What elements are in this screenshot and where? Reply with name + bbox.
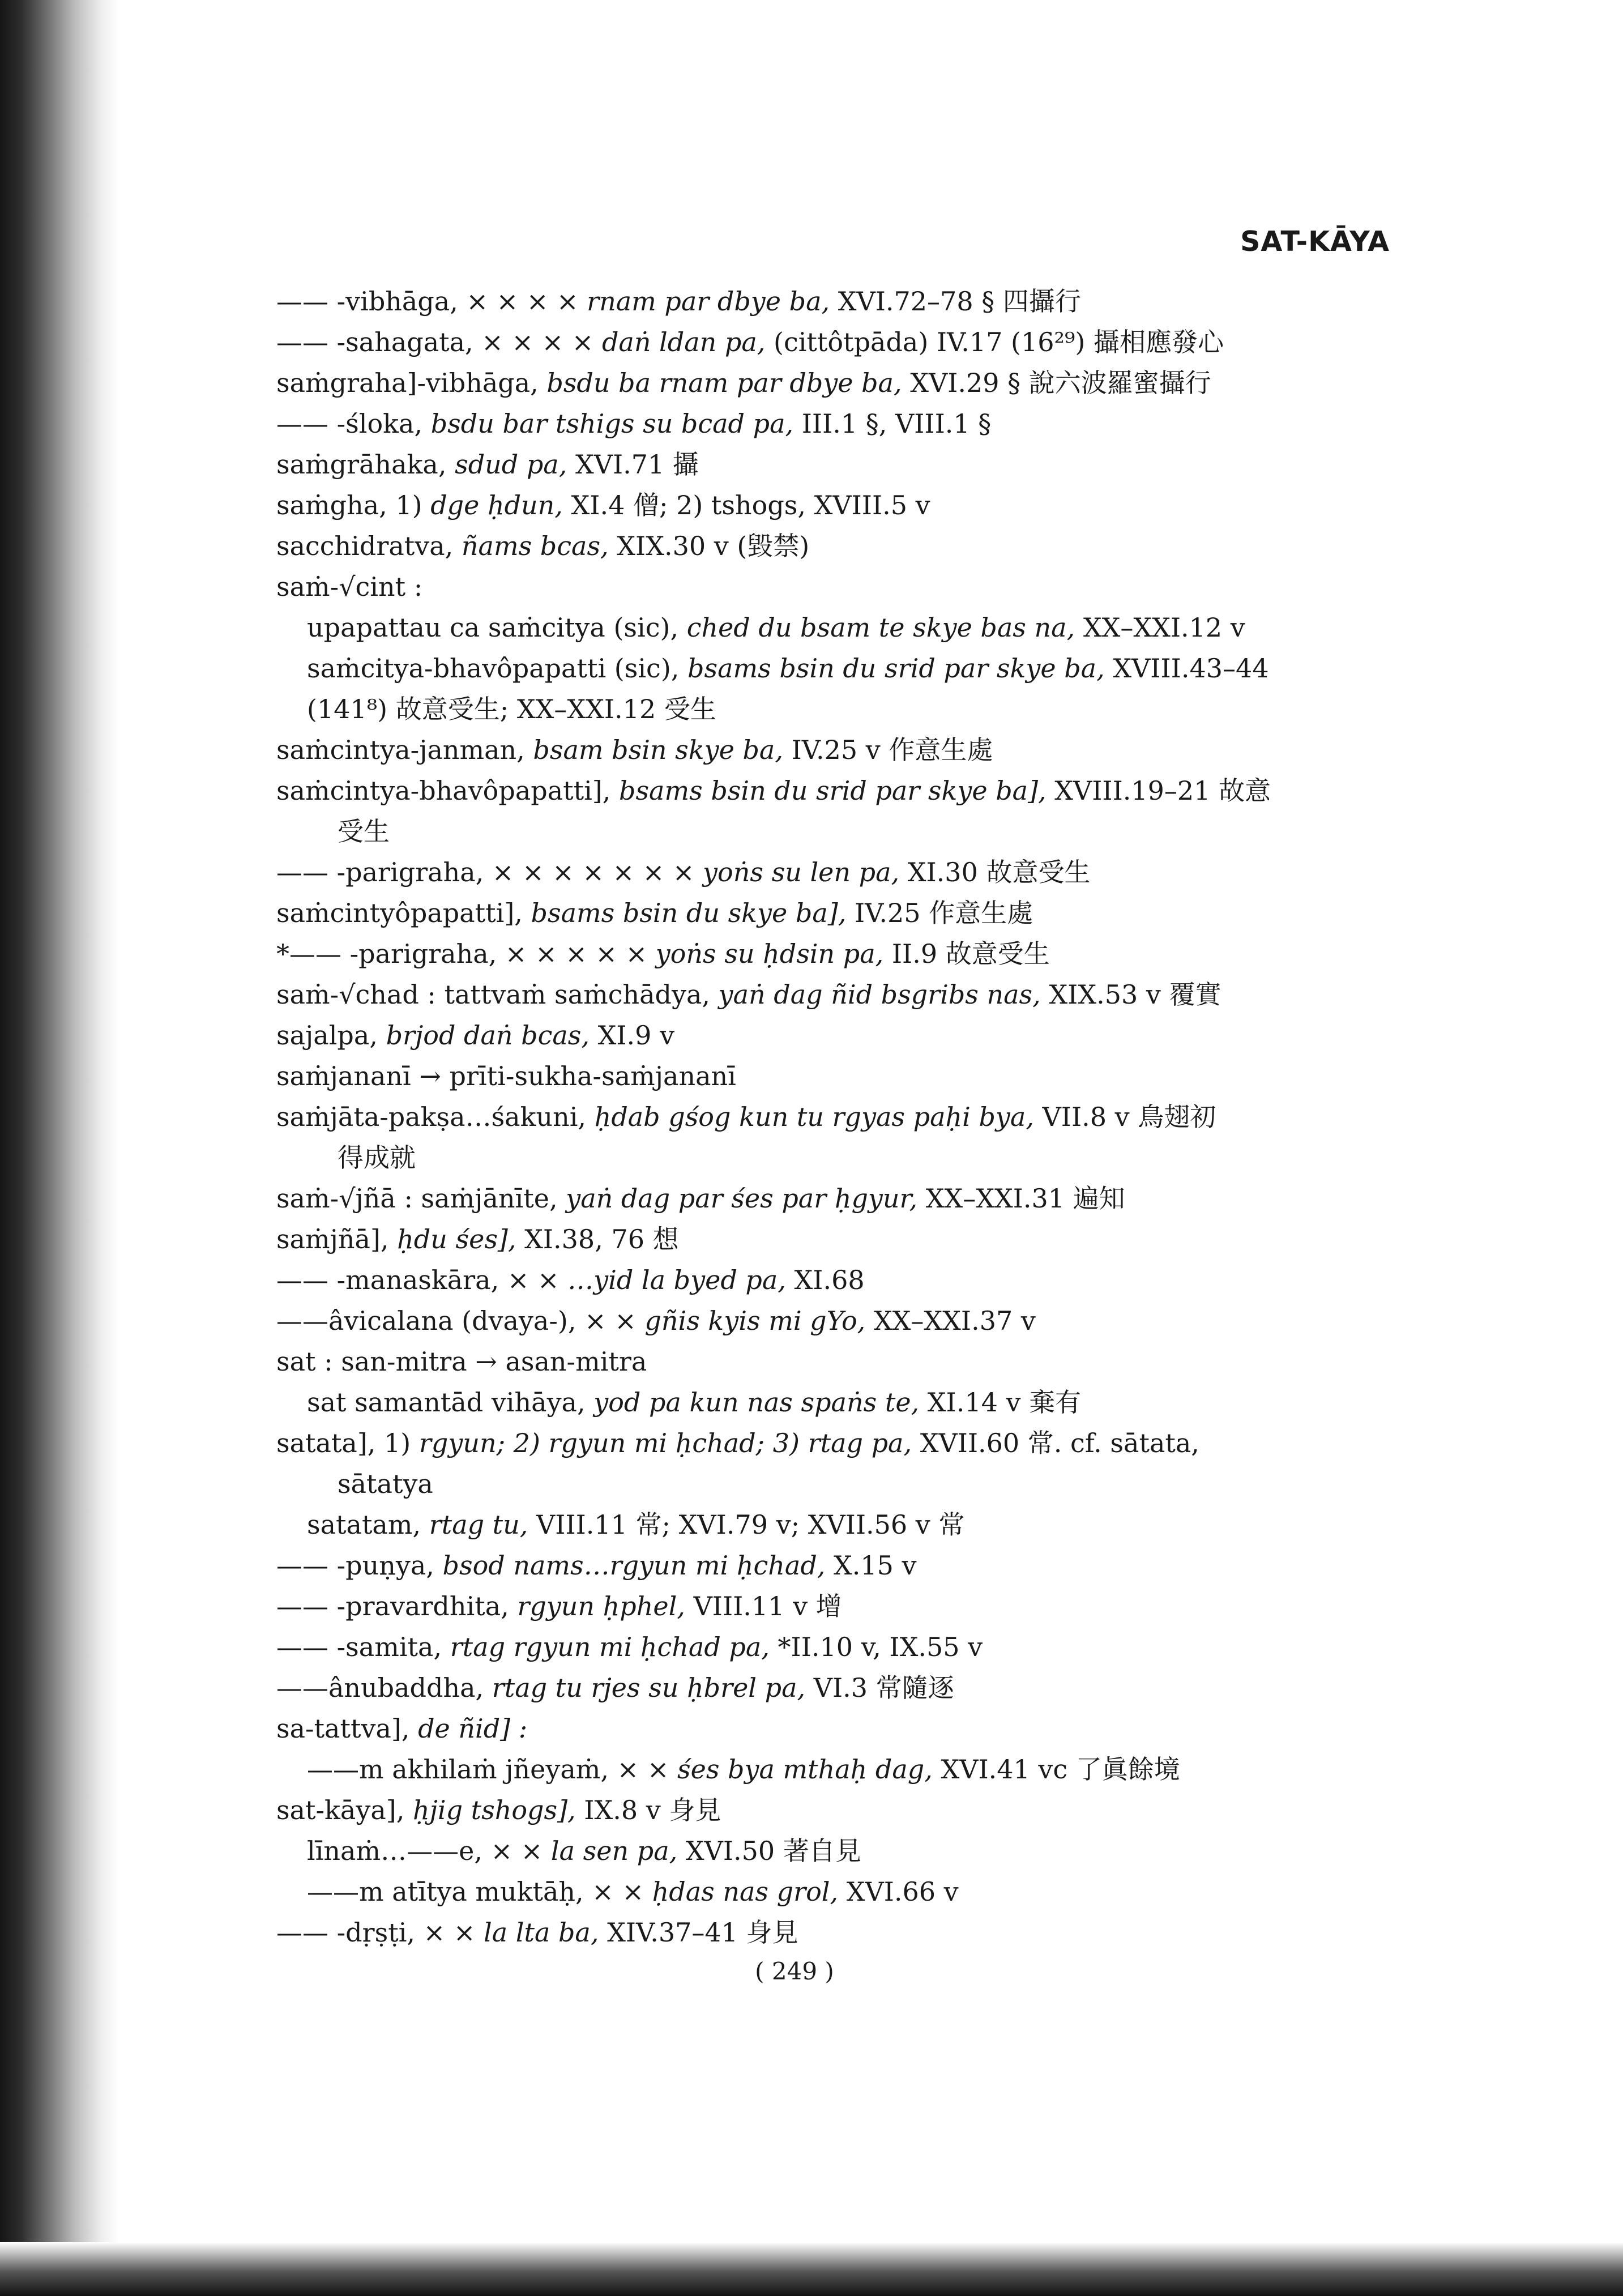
entry-line [276, 1137, 1386, 1178]
entry-headword: saṁcintya-janman, [276, 735, 525, 765]
entry-line [276, 1586, 1386, 1627]
entry-headword: ——m atītya muktāḥ, [307, 1876, 584, 1907]
entry-headword: saṁcintya-bhavôpapatti], [276, 775, 611, 806]
entry-headword: —— -puṇya, [276, 1550, 434, 1581]
entry-reference: XI.38, 76 想 [524, 1224, 679, 1254]
entry-tibetan: × × × × rnam par dbye ba, [466, 286, 830, 317]
entry-reference: VIII.11 v 增 [693, 1591, 842, 1621]
entry-reference: XVIII.43–44 [1113, 653, 1269, 684]
entry-tibetan: yaṅ dag ñid bsgribs nas, [718, 979, 1041, 1010]
entry-headword: saṁjñā], [276, 1224, 389, 1254]
entry-tibetan: de ñid] : [418, 1713, 528, 1744]
entry-headword: 受生 [338, 816, 390, 847]
page-number: ( 249 ) [755, 1957, 834, 1985]
entry-reference: XI.30 故意受生 [907, 857, 1091, 887]
entry-line [276, 566, 1386, 607]
entry-reference: XVI.29 § 說六波羅蜜攝行 [910, 368, 1211, 398]
entry-line [276, 1015, 1386, 1056]
entry-line [276, 974, 1386, 1015]
running-header: SAT-KĀYA [1240, 225, 1390, 258]
entry-line [276, 362, 1386, 403]
entry-tibetan: bsams bsin du srid par skye ba], [619, 775, 1047, 806]
entry-line [276, 322, 1386, 362]
entry-tibetan: ḥjig tshogs], [412, 1795, 576, 1825]
entry-line [276, 1423, 1386, 1463]
entry-line [276, 689, 1386, 729]
entry-reference: XVII.60 常. cf. sātata, [920, 1428, 1199, 1458]
entry-tibetan: × × la sen pa, [490, 1836, 678, 1866]
entry-tibetan: bsam bsin skye ba, [533, 735, 783, 765]
entry-reference: XI.14 v 棄有 [927, 1387, 1082, 1418]
entry-line [276, 770, 1386, 811]
entry-headword: saṁ-√chad : tattvaṁ saṁchādya, [276, 979, 710, 1010]
entry-reference: XIX.30 v (毀禁) [617, 531, 810, 561]
entry-headword: saṁcitya-bhavôpapatti (sic), [307, 653, 680, 684]
entry-tibetan: yaṅ dag par śes par ḥgyur, [566, 1183, 918, 1214]
entry-reference: XVI.72–78 § 四攝行 [838, 286, 1081, 317]
entry-tibetan: × × …yid la byed pa, [507, 1265, 786, 1295]
entry-reference: IV.25 作意生處 [854, 898, 1033, 928]
entry-line [276, 1178, 1386, 1219]
entry-headword: —— -manaskāra, [276, 1265, 499, 1295]
entry-tibetan: bsdu bar tshigs su bcad pa, [430, 408, 794, 439]
entry-line [276, 1708, 1386, 1749]
entry-tibetan: bsdu ba rnam par dbye ba, [546, 368, 902, 398]
entry-tibetan: × × × × daṅ ldan pa, [481, 327, 766, 357]
entry-reference: VII.8 v 鳥翅初 [1042, 1102, 1216, 1132]
entry-headword: līnaṁ…——e, [307, 1836, 482, 1866]
entry-line [276, 403, 1386, 444]
entry-tibetan: rgyun; 2) rgyun mi ḥchad; 3) rtag pa, [418, 1428, 912, 1458]
entry-reference: *II.10 v, IX.55 v [778, 1632, 983, 1662]
entry-headword: saṁ-√jñā : saṁjānīte, [276, 1183, 558, 1214]
entry-headword: ——âvicalana (dvaya-), [276, 1305, 576, 1336]
entry-line [276, 1749, 1386, 1790]
entry-reference: XVI.71 攝 [575, 449, 699, 480]
entry-reference: XI.68 [794, 1265, 865, 1295]
entry-tibetan: × × ḥdas nas grol, [592, 1876, 839, 1907]
entry-tibetan: yod pa kun nas spaṅs te, [593, 1387, 920, 1418]
entry-tibetan: × × gñis kyis mi gYo, [584, 1305, 866, 1336]
entry-line [276, 648, 1386, 689]
scan-bottom-edge [0, 2242, 1623, 2296]
entry-line [276, 607, 1386, 648]
entry-tibetan: × × × × × × × yoṅs su len pa, [492, 857, 900, 887]
entry-headword: saṁjāta-pakṣa…śakuni, [276, 1102, 587, 1132]
entry-reference: XI.9 v [597, 1020, 675, 1051]
entry-reference: III.1 §, VIII.1 § [801, 408, 992, 439]
entry-reference: XVI.66 v [846, 1876, 959, 1907]
entry-line [276, 1545, 1386, 1586]
entry-headword: —— -pravardhita, [276, 1591, 509, 1621]
entry-line [276, 526, 1386, 566]
entry-reference: II.9 故意受生 [891, 938, 1050, 969]
entry-headword: —— -samita, [276, 1632, 442, 1662]
entry-line [276, 1667, 1386, 1708]
entry-headword: —— -śloka, [276, 408, 423, 439]
entry-headword: —— -vibhāga, [276, 286, 458, 317]
entry-reference: XI.4 僧; 2) tshogs, XVIII.5 v [571, 490, 930, 520]
entry-line [276, 1056, 1386, 1096]
entry-line [276, 811, 1386, 852]
entry-tibetan: bsams bsin du skye ba], [531, 898, 847, 928]
entry-line [276, 1096, 1386, 1137]
entry-line [276, 444, 1386, 485]
entry-reference: XVI.41 vc 了眞餘境 [941, 1754, 1180, 1785]
entry-line [276, 893, 1386, 933]
entry-headword: ——m akhilaṁ jñeyaṁ, [307, 1754, 609, 1785]
dictionary-entries [276, 281, 1386, 1953]
entry-headword: sacchidratva, [276, 531, 454, 561]
entry-headword: saṁ-√cint : [276, 571, 423, 602]
entry-tibetan: rtag rgyun mi ḥchad pa, [450, 1632, 770, 1662]
entry-reference: (cittôtpāda) IV.17 (16²⁹) 攝相應發心 [774, 327, 1224, 357]
entry-line [276, 1912, 1386, 1953]
entry-tibetan: rtag tu, [429, 1509, 528, 1540]
entry-headword: saṁjananī → prīti-sukha-saṁjananī [276, 1061, 736, 1091]
entry-headword: sātatya [338, 1469, 433, 1499]
entry-line [276, 1830, 1386, 1871]
book-spine-shadow [0, 0, 119, 2296]
entry-headword: sat-kāya], [276, 1795, 405, 1825]
entry-headword: saṁgrāhaka, [276, 449, 447, 480]
entry-reference: XVI.50 著自見 [685, 1836, 861, 1866]
entry-tibetan: dge ḥdun, [430, 490, 563, 520]
entry-headword: saṁgraha]-vibhāga, [276, 368, 539, 398]
entry-reference: IV.25 v 作意生處 [791, 735, 993, 765]
entry-line [276, 1871, 1386, 1912]
entry-reference: XX–XXI.31 遍知 [925, 1183, 1125, 1214]
entry-headword: —— -sahagata, [276, 327, 473, 357]
entry-headword: satatam, [307, 1509, 421, 1540]
entry-line [276, 729, 1386, 770]
entry-headword: ——ânubaddha, [276, 1672, 484, 1703]
entry-reference: XVIII.19–21 故意 [1054, 775, 1271, 806]
entry-line [276, 1300, 1386, 1341]
entry-headword: —— -dṛṣṭi, [276, 1917, 416, 1948]
entry-reference: IX.8 v 身見 [584, 1795, 721, 1825]
entry-headword: sa-tattva], [276, 1713, 410, 1744]
entry-reference: XIX.53 v 覆實 [1049, 979, 1221, 1010]
entry-reference: XX–XXI.37 v [873, 1305, 1036, 1336]
entry-headword: satata], 1) [276, 1428, 411, 1458]
entry-tibetan: ḥdab gśog kun tu rgyas paḥi bya, [594, 1102, 1034, 1132]
entry-tibetan: ñams bcas, [461, 531, 609, 561]
entry-tibetan: ched du bsam te skye bas na, [686, 612, 1075, 643]
entry-line [276, 1219, 1386, 1260]
entry-headword: sat samantād vihāya, [307, 1387, 586, 1418]
entry-tibetan: rgyun ḥphel, [517, 1591, 685, 1621]
entry-line [276, 485, 1386, 526]
entry-line [276, 1790, 1386, 1830]
entry-headword: upapattau ca saṁcitya (sic), [307, 612, 679, 643]
entry-line [276, 852, 1386, 893]
entry-reference: XX–XXI.12 受生 [516, 694, 716, 724]
entry-reference: XIV.37–41 身見 [607, 1917, 798, 1948]
entry-line [276, 1627, 1386, 1667]
entry-headword: 得成就 [338, 1142, 416, 1173]
entry-headword: sajalpa, [276, 1020, 378, 1051]
entry-headword: *—— -parigraha, [276, 938, 497, 969]
entry-tibetan: × × la lta ba, [423, 1917, 599, 1948]
entry-line [276, 1463, 1386, 1504]
entry-tibetan: ḥdu śes], [397, 1224, 516, 1254]
entry-line [276, 281, 1386, 322]
entry-headword: sat : san-mitra → asan-mitra [276, 1346, 647, 1377]
entry-headword: —— -parigraha, [276, 857, 484, 887]
entry-line [276, 1260, 1386, 1300]
entry-line [276, 933, 1386, 974]
entry-headword: saṁcintyôpapatti], [276, 898, 523, 928]
entry-tibetan: rtag tu rjes su ḥbrel pa, [492, 1672, 806, 1703]
entry-reference: XX–XXI.12 v [1083, 612, 1245, 643]
entry-line [276, 1341, 1386, 1382]
entry-reference: VIII.11 常; XVI.79 v; XVII.56 v 常 [536, 1509, 965, 1540]
entry-line [276, 1504, 1386, 1545]
entry-line [276, 1382, 1386, 1423]
entry-tibetan: sdud pa, [455, 449, 567, 480]
entry-tibetan: × × × × × yoṅs su ḥdsin pa, [505, 938, 884, 969]
entry-tibetan: bsams bsin du srid par skye ba, [687, 653, 1105, 684]
entry-headword: saṁgha, 1) [276, 490, 422, 520]
entry-tibetan: bsod nams…rgyun mi ḥchad, [442, 1550, 826, 1581]
entry-reference: X.15 v [834, 1550, 917, 1581]
entry-tibetan: brjod daṅ bcas, [386, 1020, 590, 1051]
entry-tibetan: × × śes bya mthaḥ dag, [617, 1754, 933, 1785]
entry-reference: VI.3 常隨逐 [813, 1672, 954, 1703]
entry-headword: (141⁸) 故意受生; [307, 694, 509, 724]
